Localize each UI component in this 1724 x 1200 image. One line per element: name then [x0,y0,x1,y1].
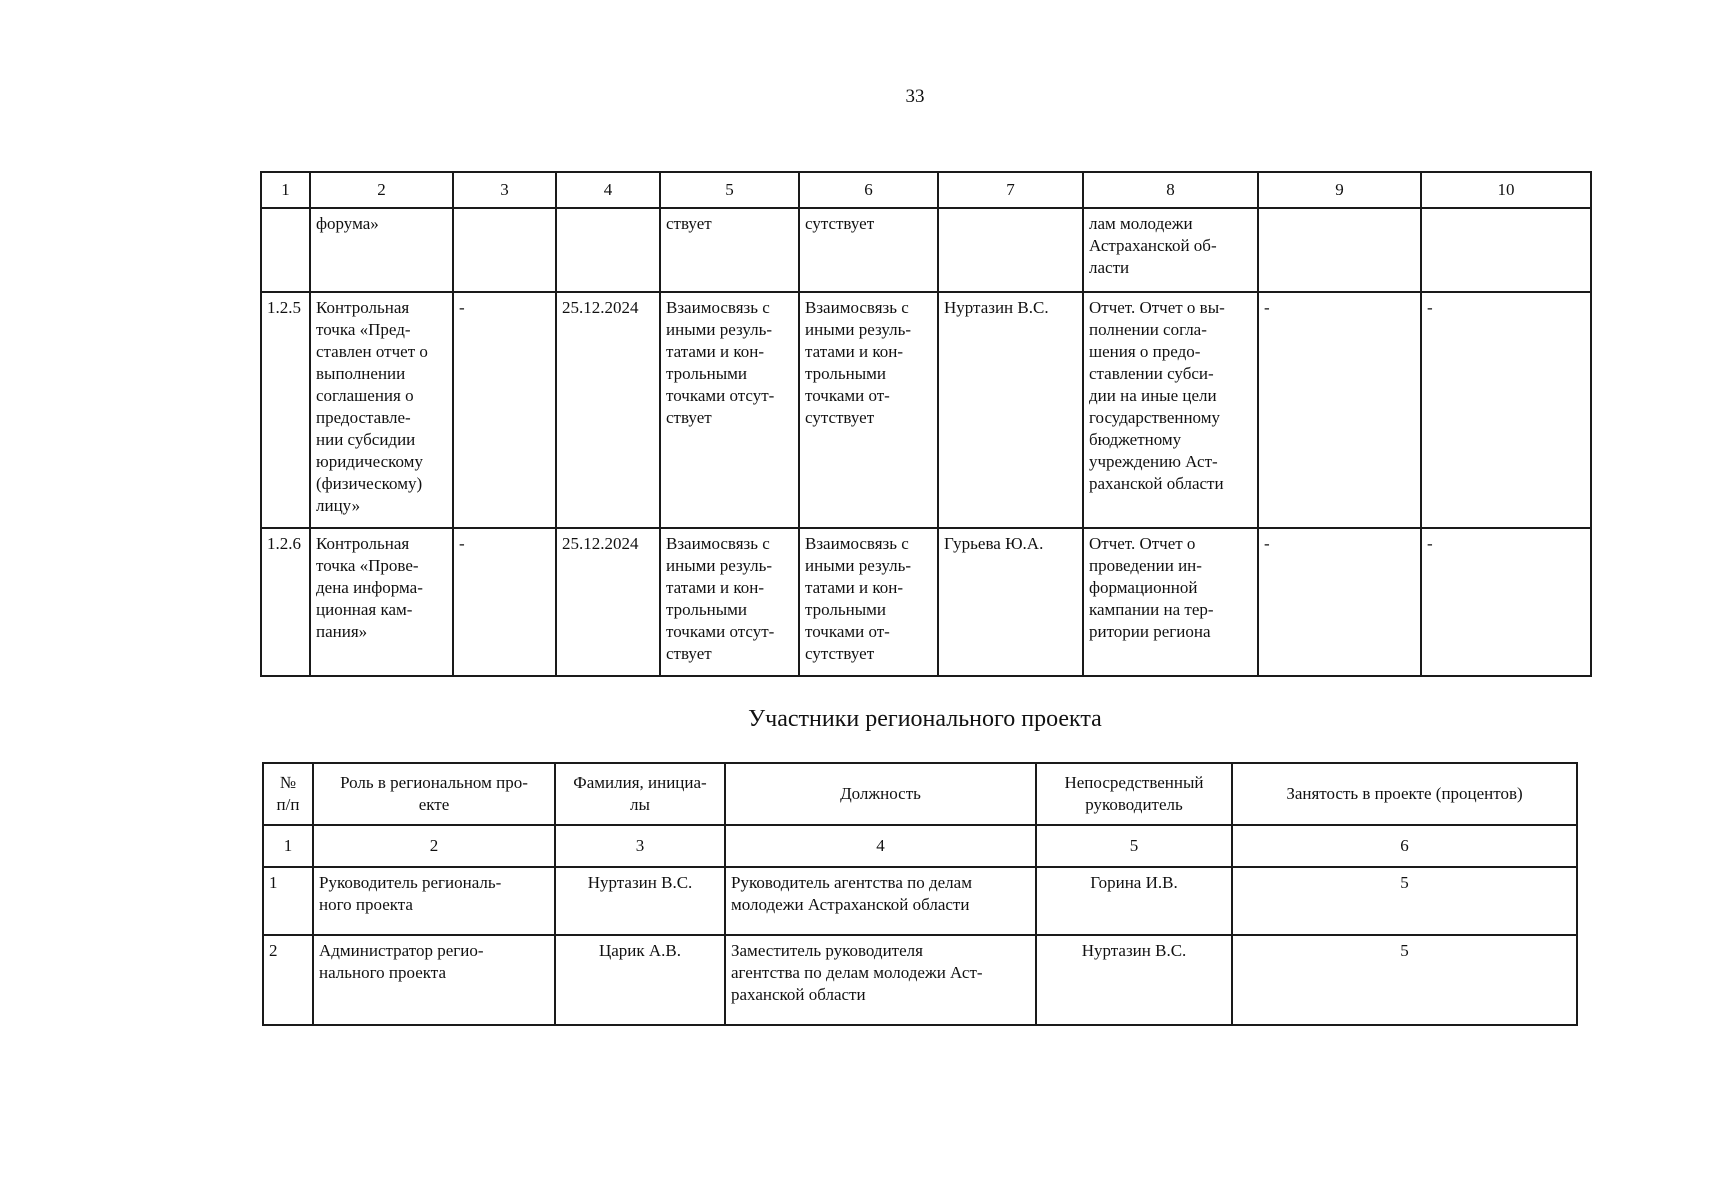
control-point-name: Контрольная точка «Прове- дена информа- ционная кам- пания» [310,528,453,676]
header-cell: Должность [725,763,1036,825]
result-description: Отчет. Отчет о вы- полнении согла- шения о предо- ставлении субси- дии на иные цели государственному бюджетному учреждению Аст- раханской области [1083,292,1258,528]
cell-col-9: - [1258,528,1421,676]
column-number-row [261,172,1591,208]
row-number: 1 [263,867,313,935]
column-number: 3 [555,825,725,867]
column-number: 5 [660,172,799,208]
column-number: 8 [1083,172,1258,208]
responsible-person: Гурьева Ю.А. [938,528,1083,676]
relationship-cell: Взаимосвязь с иными резуль- татами и кон- трольными точками отсут- ствует [660,292,799,528]
relationship-cell: Взаимосвязь с иными резуль- татами и кон- трольными точками отсут- ствует [660,528,799,676]
cell-col-3: - [453,292,556,528]
project-role: Администратор регио- нального проекта [313,935,555,1025]
result-description: лам молодежи Астраханской об- ласти [1083,208,1258,292]
participants-table [262,762,1578,1026]
table-row [263,867,1577,935]
column-number: 6 [799,172,938,208]
due-date: 25.12.2024 [556,292,660,528]
header-cell: Занятость в проекте (процентов) [1232,763,1577,825]
header-row [263,763,1577,825]
header-cell: Непосредственный руководитель [1036,763,1232,825]
relationship-cell: сутствует [799,208,938,292]
cell-col-3 [453,208,556,292]
column-number: 2 [313,825,555,867]
participant-position: Руководитель агентства по делам молодежи Астраханской области [725,867,1036,935]
column-number: 9 [1258,172,1421,208]
results-table [260,171,1592,677]
direct-manager: Горина И.В. [1036,867,1232,935]
control-point-name: Контрольная точка «Пред- ставлен отчет о выполнении соглашения о предоставле- нии субсидии юридическому (физическому) лицу» [310,292,453,528]
column-number: 2 [310,172,453,208]
relationship-cell: ствует [660,208,799,292]
project-role: Руководитель региональ- ного проекта [313,867,555,935]
table-row [263,935,1577,1025]
row-number: 2 [263,935,313,1025]
column-number: 10 [1421,172,1591,208]
section-title: Участники регионального проекта [748,706,1102,732]
row-number [261,208,310,292]
row-number: 1.2.5 [261,292,310,528]
column-number: 5 [1036,825,1232,867]
table-row [261,208,1591,292]
relationship-cell: Взаимосвязь с иными резуль- татами и кон- трольными точками от- сутствует [799,528,938,676]
participant-name: Нуртазин В.С. [555,867,725,935]
project-load: 5 [1232,935,1577,1025]
project-load: 5 [1232,867,1577,935]
cell-col-10: - [1421,528,1591,676]
result-description: Отчет. Отчет о проведении ин- формационной кампании на тер- ритории региона [1083,528,1258,676]
direct-manager: Нуртазин В.С. [1036,935,1232,1025]
relationship-cell: Взаимосвязь с иными резуль- татами и кон- трольными точками от- сутствует [799,292,938,528]
column-number: 3 [453,172,556,208]
cell-col-10: - [1421,292,1591,528]
cell-col-9: - [1258,292,1421,528]
column-number: 4 [725,825,1036,867]
column-number: 6 [1232,825,1577,867]
cell-col-3: - [453,528,556,676]
cell-col-10 [1421,208,1591,292]
column-number-row [263,825,1577,867]
header-cell: Фамилия, инициа- лы [555,763,725,825]
column-number: 4 [556,172,660,208]
responsible-person [938,208,1083,292]
header-cell: № п/п [263,763,313,825]
page-number: 33 [905,86,925,107]
column-number: 1 [263,825,313,867]
column-number: 1 [261,172,310,208]
cell-col-9 [1258,208,1421,292]
header-cell: Роль в региональном про- екте [313,763,555,825]
table-row [261,528,1591,676]
table-row [261,292,1591,528]
participant-name: Царик А.В. [555,935,725,1025]
row-number: 1.2.6 [261,528,310,676]
responsible-person: Нуртазин В.С. [938,292,1083,528]
due-date [556,208,660,292]
participant-position: Заместитель руководителя агентства по делам молодежи Аст- раханской области [725,935,1036,1025]
control-point-name: форума» [310,208,453,292]
due-date: 25.12.2024 [556,528,660,676]
column-number: 7 [938,172,1083,208]
